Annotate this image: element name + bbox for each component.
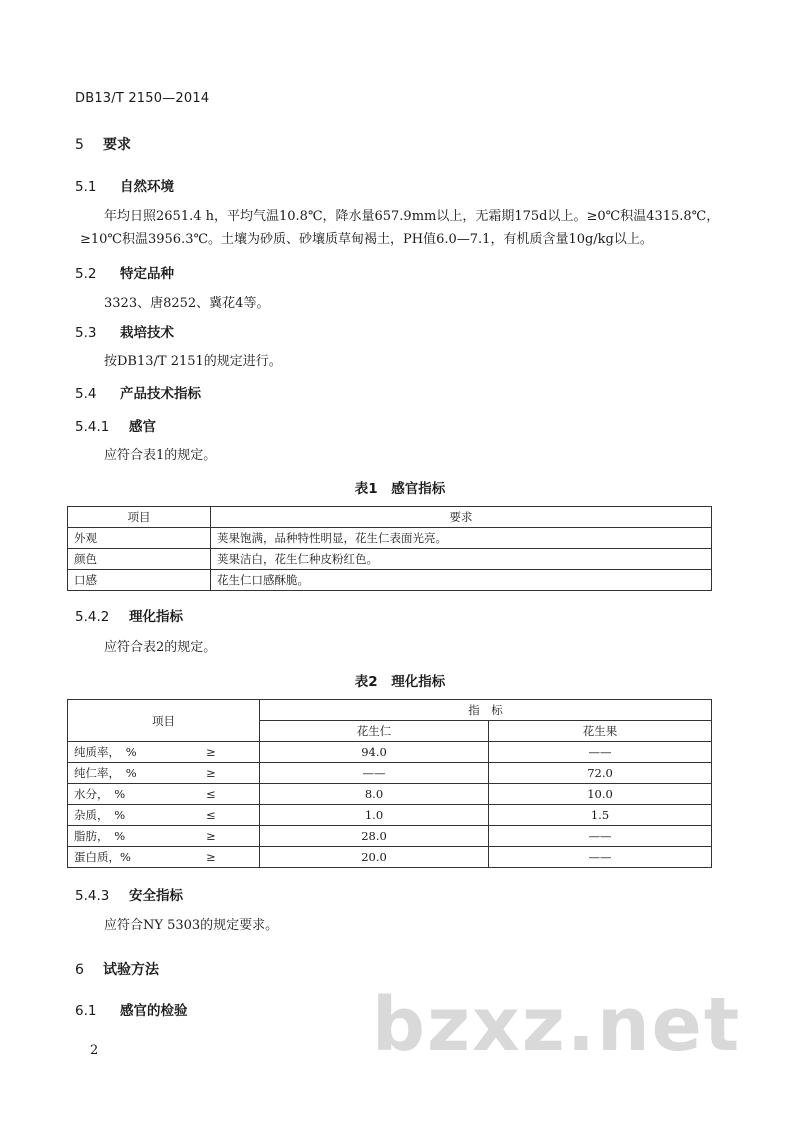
table2-cell-item: 杂质， % ≤ [68,805,260,826]
table2-caption: 表2 理化指标 [354,674,446,690]
section-6-1-heading: 6.1 感官的检验 [75,1003,188,1019]
section-5-1-line2: ≥10℃积温3956.3℃。土壤为砂质、砂壤质草甸褐土，PH值6.0—7.1，有机质含量10g/kg以上。 [80,232,653,247]
standard-code: DB13/T 2150—2014 [75,91,210,106]
table-row [68,784,712,805]
table1-header-item: 项目 [68,507,211,528]
section-5-3-heading: 5.3 栽培技术 [75,325,174,341]
table2-cell-kernel: 94.0 [260,742,489,763]
section-5-1-heading: 5.1 自然环境 [75,179,174,195]
table1-cell-item: 外观 [68,528,211,549]
table1-cell-req: 荚果洁白，花生仁种皮粉红色。 [211,549,712,570]
table2-cell-pod: —— [489,826,712,847]
section-5-4-2-heading: 5.4.2 理化指标 [75,609,183,625]
table2-cell-item: 纯仁率， % ≥ [68,763,260,784]
table2-cell-item: 脂肪， % ≥ [68,826,260,847]
table2-cell-item: 水分， % ≤ [68,784,260,805]
section-5-4-2-text: 应符合表2的规定。 [104,640,217,655]
table-row [68,528,712,549]
operator: ≥ [206,850,216,864]
section-5-4-3-heading: 5.4.3 安全指标 [75,888,183,904]
section-5-3-text: 按DB13/T 2151的规定进行。 [104,354,282,369]
table1-cell-item: 颜色 [68,549,211,570]
table-row [68,570,712,591]
table1-sensory [67,506,712,591]
table1-caption: 表1 感官指标 [354,481,446,497]
table1-header-req: 要求 [211,507,712,528]
section-5-4-1-heading: 5.4.1 感官 [75,419,156,435]
table2-cell-kernel: 8.0 [260,784,489,805]
table1-cell-item: 口感 [68,570,211,591]
table1-cell-req: 荚果饱满，品种特性明显，花生仁表面光亮。 [211,528,712,549]
table1-cell-req: 花生仁口感酥脆。 [211,570,712,591]
table2-cell-pod: —— [489,742,712,763]
table2-cell-pod: 1.5 [489,805,712,826]
table2-cell-pod: 10.0 [489,784,712,805]
table-header-row [68,507,712,528]
table2-cell-kernel: 20.0 [260,847,489,868]
table2-header-kernel: 花生仁 [260,721,489,742]
table-row [68,826,712,847]
watermark: bzxz.net [372,982,742,1068]
section-6-heading: 6 试验方法 [75,962,159,978]
table2-cell-kernel: —— [260,763,489,784]
table2-header-group: 指 标 [260,700,712,721]
table-row [68,549,712,570]
section-5-2-heading: 5.2 特定品种 [75,266,174,282]
page-number: 2 [90,1043,99,1058]
operator: ≥ [206,829,216,843]
table-row [68,847,712,868]
table2-cell-kernel: 1.0 [260,805,489,826]
operator: ≤ [206,808,216,822]
table-header-row [68,700,712,721]
section-5-4-heading: 5.4 产品技术指标 [75,386,201,402]
section-5-1-line1: 年均日照2651.4 h，平均气温10.8℃，降水量657.9mm以上，无霜期175d以上。≥0℃积温4315.8℃， [104,209,720,224]
section-5-4-3-text: 应符合NY 5303的规定要求。 [104,918,279,933]
table2-cell-item: 蛋白质，% ≥ [68,847,260,868]
table-row [68,742,712,763]
table-row [68,763,712,784]
table2-header-item: 项目 [68,700,260,742]
table2-cell-kernel: 28.0 [260,826,489,847]
section-5-2-text: 3323、唐8252、冀花4等。 [104,296,270,311]
table2-cell-pod: —— [489,847,712,868]
operator: ≥ [206,766,216,780]
operator: ≥ [206,745,216,759]
operator: ≤ [206,787,216,801]
table2-cell-item: 纯质率， % ≥ [68,742,260,763]
table2-header-pod: 花生果 [489,721,712,742]
table2-cell-pod: 72.0 [489,763,712,784]
table-row [68,805,712,826]
section-5-heading: 5 要求 [75,137,131,153]
table2-physicochemical [67,699,712,868]
section-5-4-1-text: 应符合表1的规定。 [104,448,217,463]
